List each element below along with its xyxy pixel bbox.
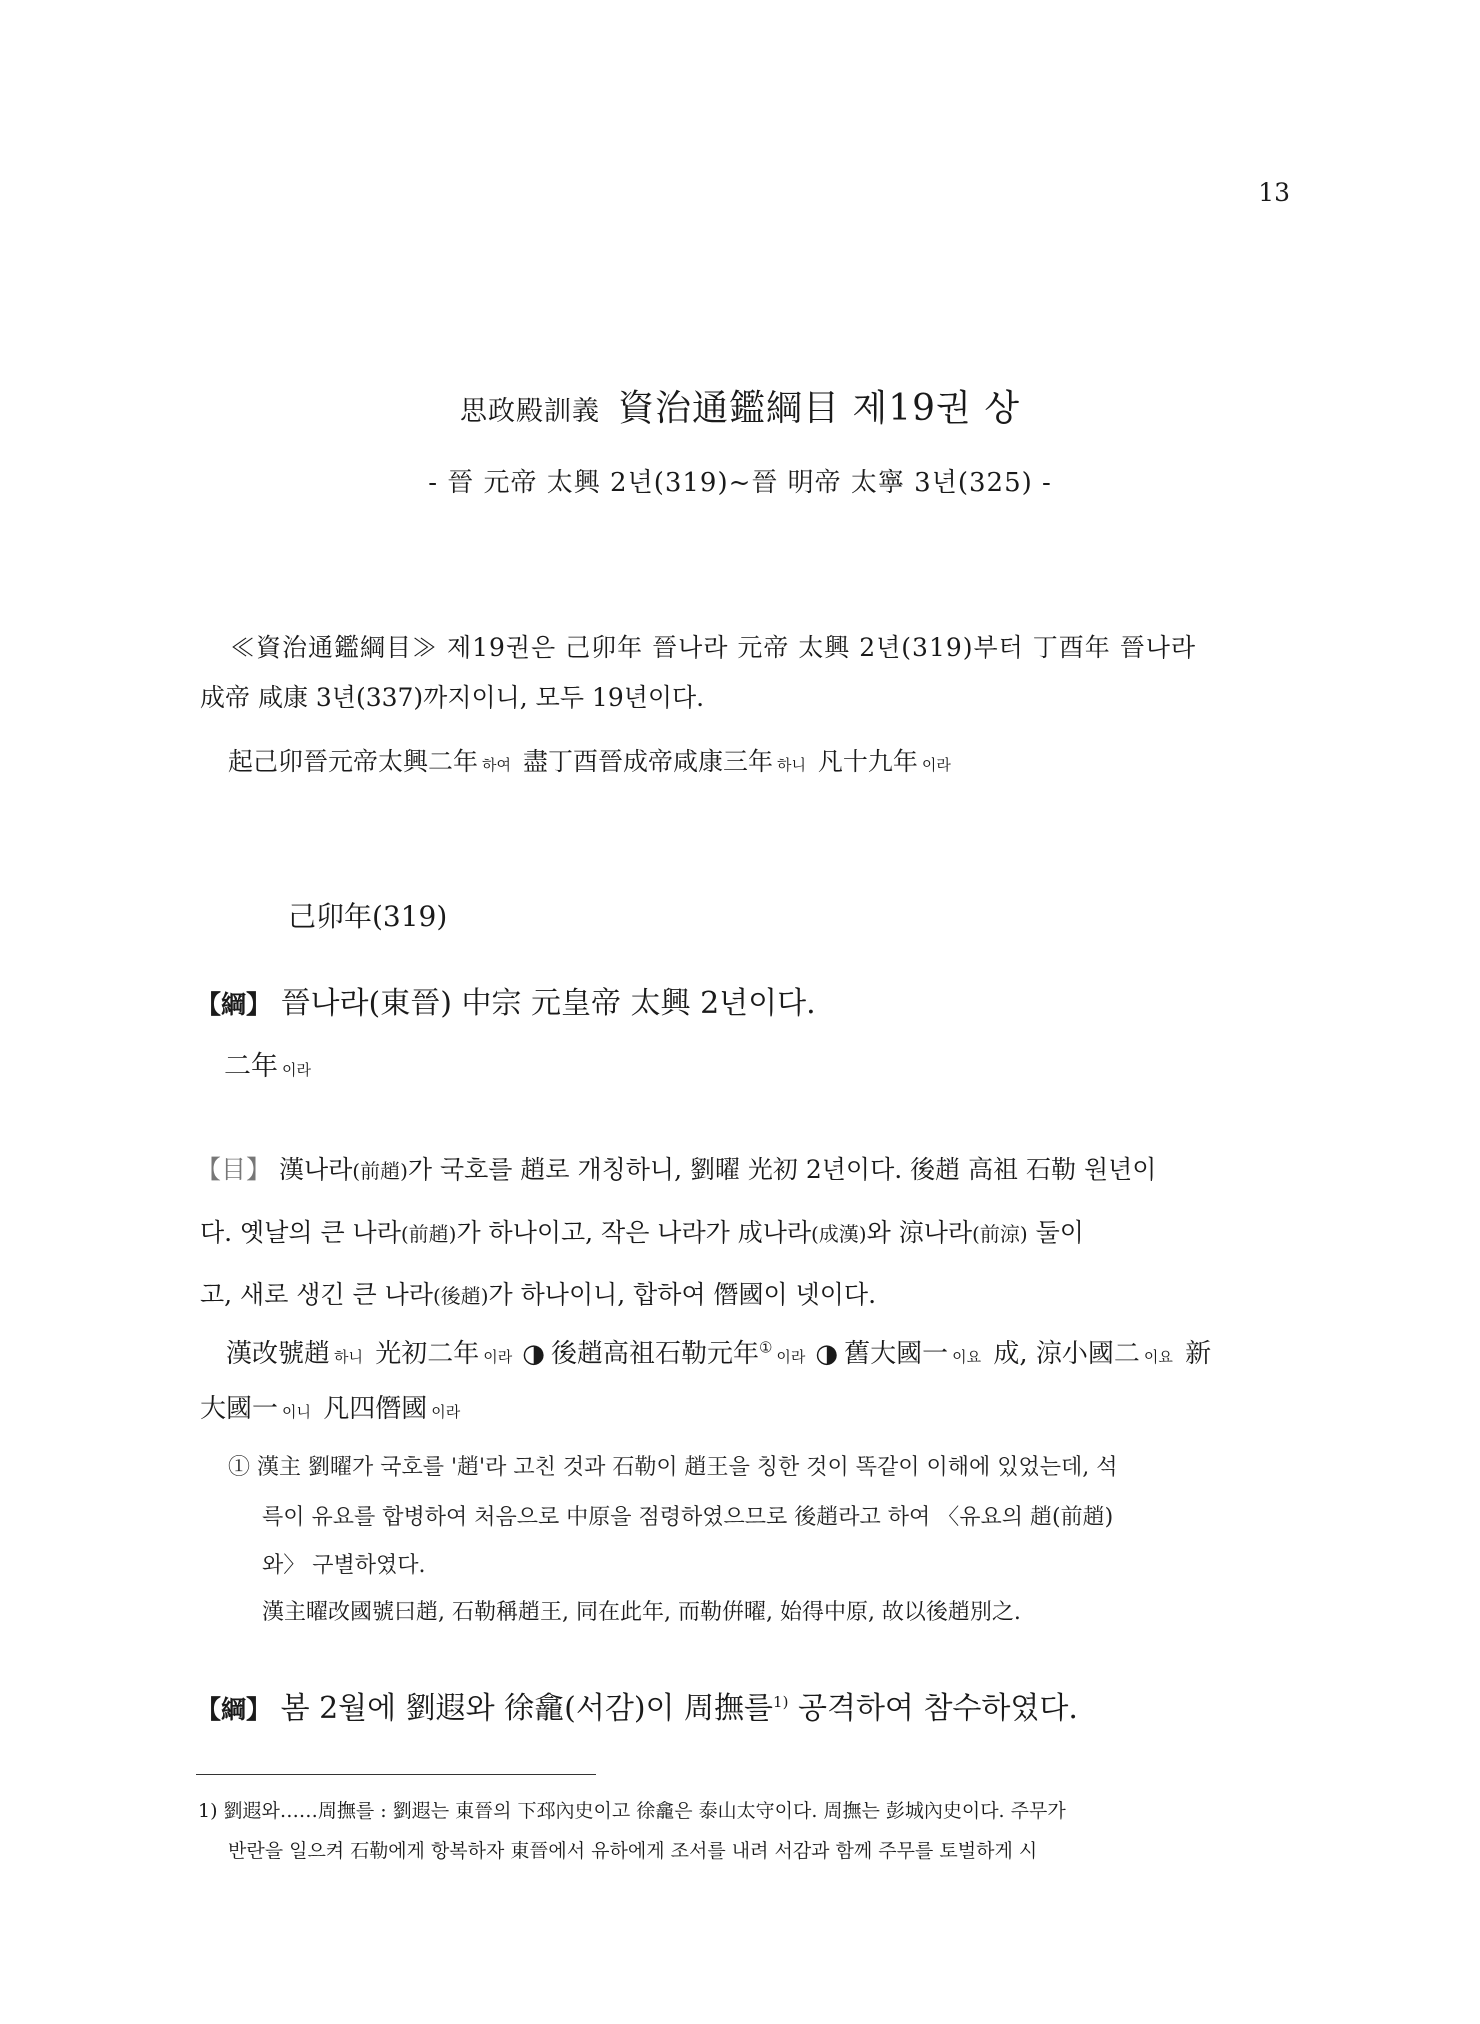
annotation: 이라 xyxy=(431,1403,461,1421)
mok-gloss: (後趙) xyxy=(432,1284,489,1308)
mok-original-line-1 xyxy=(226,1333,1211,1370)
mok-gloss: (前趙) xyxy=(352,1159,408,1183)
mok-tag: 【目】 xyxy=(196,1155,272,1184)
orig-text: 漢改號趙 xyxy=(226,1339,331,1369)
mok-gloss: (前趙) xyxy=(400,1222,457,1246)
orig-text: 二年 xyxy=(224,1051,278,1082)
mok-gloss: (成漢) xyxy=(811,1222,867,1246)
mok-original-line-2 xyxy=(200,1388,464,1425)
title-prefix: 思政殿訓義 xyxy=(459,396,600,427)
orig-text: 盡丁酉晉成帝咸康三年 xyxy=(522,747,773,776)
mok-line-2 xyxy=(200,1213,1084,1249)
gang-original-1 xyxy=(224,1044,315,1083)
footnote-marker[interactable]: 1) xyxy=(773,1693,789,1711)
half-circle-icon: ◑ xyxy=(522,1339,545,1369)
orig-text: 凡四僭國 xyxy=(323,1394,428,1424)
annotation: 하여 xyxy=(482,756,511,774)
note-original: 漢主曜改國號曰趙, 石勒稱趙王, 同在此年, 而勒倂曜, 始得中原, 故以後趙別之. xyxy=(262,1600,1021,1625)
annotation: 하니 xyxy=(776,756,806,774)
orig-text: 光初二年 xyxy=(375,1339,480,1369)
annotation: 이라 xyxy=(776,1348,806,1366)
mok-text: 漢나라 xyxy=(278,1155,353,1184)
footnote-line-1: 1) 劉遐와……周撫를 : 劉遐는 東晉의 下邳內史이고 徐龕은 泰山太守이다. 周撫는 彭城內史이다. 주무가 xyxy=(198,1800,1066,1822)
gang-tag: 【綱】 xyxy=(196,990,272,1019)
orig-text: 大國一 xyxy=(200,1394,279,1424)
mok-line-3 xyxy=(200,1275,876,1311)
gang-text: 공격하여 참수하였다. xyxy=(788,1691,1078,1726)
note-line-1: ① 漢主 劉曜가 국호를 '趙'라 고친 것과 石勒이 趙王을 칭한 것이 똑같이 이해에 있었는데, 석 xyxy=(228,1455,1118,1480)
year-header: 己卯年(319) xyxy=(288,900,448,933)
mok-gloss: (前涼) xyxy=(972,1222,1028,1246)
mok-text: 다. 옛날의 큰 나라 xyxy=(200,1218,401,1247)
title-main: 資治通鑑綱目 제19권 상 xyxy=(617,388,1021,429)
footnote-line-2: 반란을 일으켜 石勒에게 항복하자 東晉에서 유하에게 조서를 내려 서감과 함께 주무를 토벌하게 시 xyxy=(228,1840,1038,1862)
orig-text: 起己卯晉元帝太興二年 xyxy=(228,747,479,776)
gang-text: 晉나라(東晉) 中宗 元皇帝 太興 2년이다. xyxy=(280,986,816,1021)
orig-text: 舊大國一 xyxy=(844,1339,949,1369)
annotation: 이라 xyxy=(483,1348,513,1366)
annotation: 이요 xyxy=(1143,1348,1173,1366)
orig-text: 新 xyxy=(1185,1339,1212,1369)
gang-tag: 【綱】 xyxy=(196,1695,272,1724)
mok-text: 둘이 xyxy=(1027,1218,1084,1247)
orig-text: 凡十九年 xyxy=(817,747,918,776)
mok-text: 와 涼나라 xyxy=(866,1218,973,1247)
annotation: 이니 xyxy=(282,1403,311,1421)
annotation: 하니 xyxy=(334,1348,363,1366)
mok-line-1 xyxy=(196,1150,1156,1186)
page-number: 13 xyxy=(1258,178,1290,207)
note-marker[interactable]: ① xyxy=(758,1338,773,1357)
orig-text: 後趙高祖石勒元年 xyxy=(550,1339,759,1369)
footnote-divider xyxy=(196,1774,596,1775)
gang-text: 봄 2월에 劉遐와 徐龕(서감)이 周撫를 xyxy=(280,1691,774,1726)
mok-text: 가 하나이고, 작은 나라가 成나라 xyxy=(456,1218,811,1247)
annotation: 이요 xyxy=(952,1348,982,1366)
gang-entry-1 xyxy=(196,978,816,1022)
mok-text: 고, 새로 생긴 큰 나라 xyxy=(200,1280,433,1309)
mok-text: 가 하나이니, 합하여 僭國이 넷이다. xyxy=(488,1280,877,1309)
annotation: 이라 xyxy=(282,1061,311,1079)
mok-text: 가 국호를 趙로 개칭하니, 劉曜 光初 2년이다. 後趙 高祖 石勒 원년이 xyxy=(407,1155,1157,1184)
half-circle-icon: ◑ xyxy=(815,1339,839,1369)
orig-text: 成, 涼小國二 xyxy=(993,1339,1140,1369)
note-line-2: 륵이 유요를 합병하여 처음으로 中原을 점령하였으므로 後趙라고 하여 〈유요의 趙(前趙) xyxy=(262,1505,1114,1530)
intro-original xyxy=(228,742,955,778)
page-title xyxy=(0,380,1480,431)
note-line-3: 와〉 구별하였다. xyxy=(262,1553,426,1578)
intro-line-1: ≪資治通鑑綱目≫ 제19권은 己卯年 晉나라 元帝 太興 2년(319)부터 丁酉年 晉나라 xyxy=(230,633,1197,662)
annotation: 이라 xyxy=(921,756,951,774)
gang-entry-2 xyxy=(196,1683,1078,1727)
page-subtitle: - 晉 元帝 太興 2년(319)~晉 明帝 太寧 3년(325) - xyxy=(428,468,1052,498)
intro-line-2: 成帝 咸康 3년(337)까지이니, 모두 19년이다. xyxy=(200,683,705,712)
